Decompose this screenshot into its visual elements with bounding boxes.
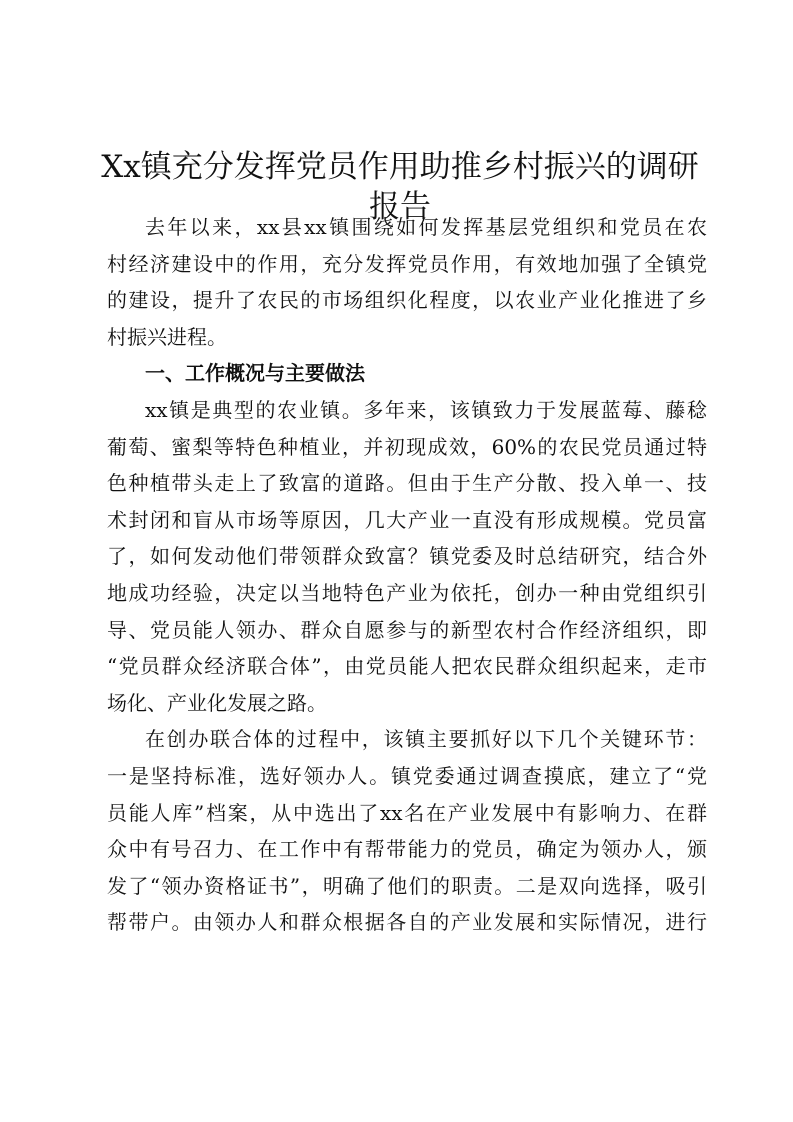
paragraph-key-steps (107, 721, 707, 941)
text-line: 了，如何发动他们带领群众致富？镇党委及时总结研究，结合外 (107, 544, 707, 569)
title-line-2: 报告 (369, 189, 431, 225)
section-heading: 一、工作概况与主要做法 (145, 361, 365, 386)
text-line: 村振兴进程。 (107, 324, 227, 349)
text-line: 员能人库”档案，从中选出了xx名在产业发展中有影响力、在群 (107, 800, 707, 825)
text-line: 葡萄、蜜梨等特色种植业，并初现成效，60%的农民党员通过特 (107, 434, 707, 459)
text-line: 场化、产业化发展之路。 (107, 690, 327, 715)
paragraph-intro (107, 209, 707, 355)
text-line: “党员群众经济联合体”，由党员能人把农民群众组织起来，走市 (107, 654, 707, 679)
document-body (107, 209, 707, 941)
text-line: 村经济建设中的作用，充分发挥党员作用，有效地加强了全镇党 (107, 251, 707, 276)
text-line: 色种植带头走上了致富的道路。但由于生产分散、投入单一、技 (107, 471, 707, 496)
text-line: 在创办联合体的过程中，该镇主要抓好以下几个关键环节： (145, 727, 707, 752)
paragraph-overview (107, 392, 707, 721)
text-line: 的建设，提升了农民的市场组织化程度，以农业产业化推进了乡 (107, 288, 707, 313)
text-line: 去年以来，xx县xx镇围绕如何发挥基层党组织和党员在农 (145, 215, 707, 239)
title-line-1: Xx镇充分发挥党员作用助推乡村振兴的调研 (101, 149, 699, 185)
text-line: 发了“领办资格证书”，明确了他们的职责。二是双向选择，吸引 (107, 873, 707, 898)
text-line: 帮带户。由领办人和群众根据各自的产业发展和实际情况，进行 (107, 910, 707, 935)
text-line: 术封闭和盲从市场等原因，几大产业一直没有形成规模。党员富 (107, 507, 707, 532)
text-line: xx镇是典型的农业镇。多年来，该镇致力于发展蓝莓、藤稔 (145, 397, 707, 422)
text-line: 导、党员能人领办、群众自愿参与的新型农村合作经济组织，即 (107, 617, 707, 642)
text-line: 地成功经验，决定以当地特色产业为依托，创办一种由党组织引 (107, 580, 707, 605)
text-line: 一是坚持标准，选好领办人。镇党委通过调查摸底，建立了“党 (107, 763, 707, 788)
text-line: 众中有号召力、在工作中有帮带能力的党员，确定为领办人，颁 (107, 837, 707, 862)
